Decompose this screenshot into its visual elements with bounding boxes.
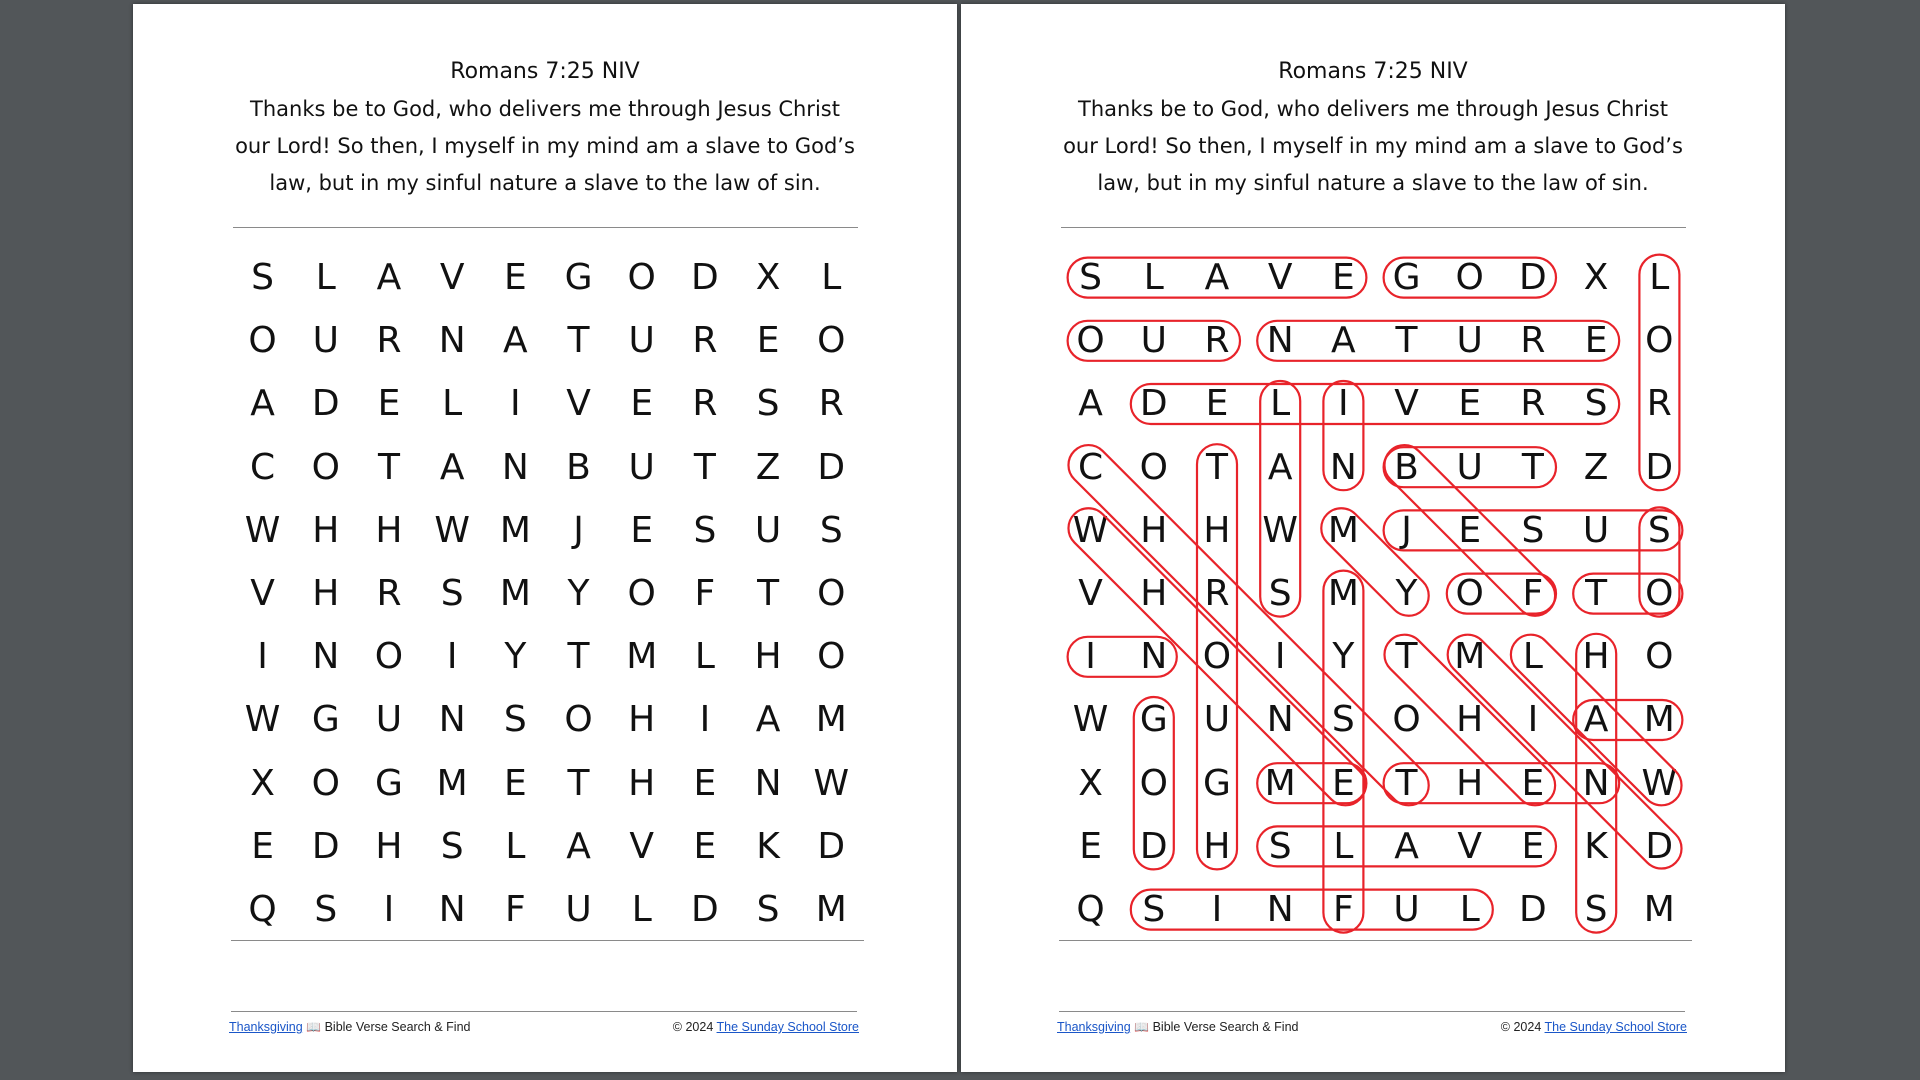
grid-letter: W	[1262, 509, 1298, 551]
grid-letter: F	[504, 888, 526, 930]
grid-letter: O	[627, 257, 656, 299]
grid-letter: H	[1456, 762, 1484, 804]
grid-letter: D	[311, 825, 340, 867]
grid-letter: L	[315, 257, 336, 299]
grid-letter: D	[817, 446, 846, 488]
grid-letter: O	[1392, 699, 1421, 741]
grid-letter: T	[1205, 446, 1228, 488]
grid-letter: R	[692, 320, 718, 362]
copyright-text: © 2024	[1500, 1020, 1542, 1034]
grid-letter: Y	[504, 636, 527, 678]
grid-letter: S	[756, 888, 780, 930]
grid-letter: H	[1140, 573, 1168, 615]
grid-letter: G	[564, 257, 593, 299]
grid-letter: Q	[248, 888, 277, 930]
grid-letter: M	[499, 573, 531, 615]
grid-letter: T	[567, 762, 590, 804]
grid-letter: O	[1139, 446, 1168, 488]
grid-letter: X	[1583, 257, 1609, 299]
grid-letter: S	[693, 509, 717, 551]
grid-letter: L	[631, 888, 652, 930]
grid-letter: O	[817, 320, 846, 362]
grid-letter: L	[1522, 636, 1543, 678]
grid-letter: S	[251, 257, 275, 299]
grid-letter: B	[1394, 446, 1419, 488]
grid-letter: N	[1329, 446, 1357, 488]
grid-letter: Y	[567, 573, 590, 615]
word-search-grid	[231, 246, 866, 940]
grid-letter: O	[1455, 573, 1484, 615]
divider	[1059, 1011, 1685, 1012]
grid-letter: O	[1645, 320, 1674, 362]
grid-letter: N	[438, 320, 466, 362]
grid-letter: K	[1584, 825, 1608, 867]
grid-letter: O	[311, 446, 340, 488]
verse-line: our Lord! So then, I myself in my mind am a slave to God’s	[235, 134, 855, 158]
grid-letter: E	[630, 383, 654, 425]
grid-letter: N	[1266, 699, 1294, 741]
grid-letter: O	[817, 573, 846, 615]
grid-letter: O	[1076, 320, 1105, 362]
grid-letter: R	[1204, 573, 1230, 615]
grid-letter: R	[1520, 383, 1546, 425]
grid-letter: F	[1522, 573, 1544, 615]
grid-letter: T	[1521, 446, 1544, 488]
grid-letter: H	[628, 699, 656, 741]
grid-letter: U	[628, 320, 655, 362]
book-icon: 📖	[1134, 1020, 1150, 1034]
grid-letter: M	[1454, 636, 1486, 678]
grid-letter: A	[439, 446, 465, 488]
grid-letter: I	[699, 699, 711, 741]
grid-letter: L	[821, 257, 842, 299]
grid-letter: W	[813, 762, 850, 804]
grid-letter: I	[446, 636, 458, 678]
grid-letter: T	[567, 636, 590, 678]
grid-letter: V	[566, 383, 591, 425]
grid-letter: L	[1143, 257, 1164, 299]
grid-letter: U	[754, 509, 782, 551]
grid-letter: E	[630, 509, 654, 551]
book-icon: 📖	[306, 1020, 322, 1034]
grid-letter: D	[311, 383, 340, 425]
grid-letter: T	[1395, 320, 1418, 362]
grid-letter: I	[1085, 636, 1096, 678]
footer-title-text: Bible Verse Search & Find	[324, 1020, 471, 1034]
grid-letter: E	[1521, 762, 1545, 804]
grid-letter: M	[815, 699, 847, 741]
grid-letter: N	[1266, 888, 1294, 930]
grid-letter: D	[1139, 825, 1168, 867]
grid-letter: H	[1456, 699, 1484, 741]
grid-letter: S	[1647, 509, 1671, 551]
grid-letter: A	[1267, 446, 1293, 488]
grid-letter: E	[503, 257, 527, 299]
grid-letter: N	[501, 446, 529, 488]
grid-letter: O	[1645, 573, 1674, 615]
grid-letter: Q	[1076, 888, 1105, 930]
grid-letter: E	[251, 825, 274, 867]
grid-letter: D	[1519, 257, 1547, 299]
divider	[233, 227, 858, 228]
grid-letter: U	[1140, 320, 1167, 362]
verse-reference: Romans 7:25 NIV	[1278, 59, 1468, 84]
thanksgiving-link[interactable]: Thanksgiving	[1057, 1020, 1131, 1034]
divider	[1061, 227, 1686, 228]
grid-letter: L	[1459, 888, 1480, 930]
grid-letter: H	[1582, 636, 1610, 678]
verse-line: law, but in my sinful nature a slave to the law of sin.	[1097, 171, 1649, 195]
grid-letter: O	[1645, 636, 1674, 678]
copyright-text: © 2024	[672, 1020, 714, 1034]
grid-letter: N	[1140, 636, 1168, 678]
grid-letter: A	[1078, 383, 1103, 425]
grid-letter: G	[1203, 762, 1231, 804]
grid-letter: M	[499, 509, 531, 551]
thanksgiving-link[interactable]: Thanksgiving	[229, 1020, 303, 1034]
grid-letter: A	[1583, 699, 1609, 741]
grid-letter: Z	[1583, 446, 1609, 488]
grid-letter: O	[627, 573, 656, 615]
grid-letter: A	[755, 699, 781, 741]
grid-letter: R	[376, 573, 402, 615]
grid-letter: N	[438, 888, 466, 930]
grid-letter: H	[1203, 825, 1231, 867]
grid-letter: T	[1585, 573, 1608, 615]
grid-letter: U	[375, 699, 403, 741]
grid-letter: E	[1079, 825, 1102, 867]
grid-letter: V	[1457, 825, 1483, 867]
grid-letter: E	[693, 825, 717, 867]
grid-letter: U	[1393, 888, 1420, 930]
grid-letter: M	[1327, 573, 1359, 615]
grid-letter: I	[510, 383, 521, 425]
store-link[interactable]: The Sunday School Store	[716, 1020, 859, 1034]
grid-letter: W	[244, 699, 281, 741]
grid-letter: S	[314, 888, 338, 930]
grid-letter: E	[1458, 383, 1482, 425]
grid-letter: A	[1204, 257, 1230, 299]
verse-text	[133, 91, 957, 202]
grid-letter: S	[1331, 699, 1355, 741]
grid-letter: F	[694, 573, 716, 615]
grid-letter: V	[1267, 257, 1293, 299]
grid-letter: C	[1078, 446, 1104, 488]
grid-letter: J	[573, 509, 584, 551]
grid-letter: E	[1521, 825, 1545, 867]
grid-letter: S	[1142, 888, 1166, 930]
grid-letter: G	[1139, 699, 1168, 741]
grid-letter: E	[756, 320, 780, 362]
grid-letter: D	[1139, 383, 1168, 425]
grid-letter: D	[817, 825, 846, 867]
grid-letter: M	[1264, 762, 1296, 804]
grid-letter: M	[1643, 699, 1675, 741]
grid-letter: H	[1203, 509, 1231, 551]
grid-letter: M	[436, 762, 468, 804]
grid-letter: U	[312, 320, 339, 362]
grid-letter: N	[1266, 320, 1294, 362]
grid-letter: V	[1078, 573, 1103, 615]
grid-letter: D	[1645, 825, 1674, 867]
grid-letter: H	[1140, 509, 1168, 551]
grid-letter: I	[1211, 888, 1223, 930]
grid-letter: J	[1401, 509, 1412, 551]
verse-line: Thanks be to God, who delivers me through Jesus Christ	[250, 97, 840, 121]
grid-letter: V	[439, 257, 465, 299]
grid-letter: E	[1584, 320, 1608, 362]
grid-letter: R	[1204, 320, 1230, 362]
grid-letter: S	[503, 699, 527, 741]
grid-letter: U	[565, 888, 592, 930]
grid-letter: O	[564, 699, 593, 741]
grid-letter: N	[1582, 762, 1610, 804]
grid-letter: H	[375, 825, 403, 867]
grid-letter: F	[1332, 888, 1354, 930]
grid-letter: S	[440, 573, 464, 615]
grid-letter: S	[1584, 383, 1608, 425]
grid-letter: R	[1520, 320, 1546, 362]
verse-text	[961, 91, 1785, 202]
grid-letter: N	[754, 762, 782, 804]
footer-title	[229, 1020, 471, 1034]
grid-letter: X	[250, 762, 275, 804]
grid-letter: U	[1456, 320, 1483, 362]
grid-letter: O	[1202, 636, 1232, 678]
grid-letter: O	[817, 636, 846, 678]
grid-letter: Z	[755, 446, 781, 488]
grid-letter: T	[693, 446, 716, 488]
grid-letter: T	[1395, 762, 1418, 804]
grid-letter: R	[818, 383, 844, 425]
grid-letter: E	[693, 762, 717, 804]
grid-letter: R	[1646, 383, 1672, 425]
grid-letter: L	[1270, 383, 1291, 425]
grid-letter: U	[628, 446, 655, 488]
grid-letter: Y	[1332, 636, 1355, 678]
grid-letter: H	[375, 509, 403, 551]
grid-letter: S	[1584, 888, 1608, 930]
grid-letter: O	[1455, 257, 1484, 299]
grid-letter: B	[566, 446, 591, 488]
verse-line: Thanks be to God, who delivers me through Jesus Christ	[1078, 97, 1668, 121]
grid-letter: W	[1641, 762, 1678, 804]
grid-letter: G	[1392, 257, 1421, 299]
grid-letter: M	[1643, 888, 1675, 930]
grid-letter: A	[503, 320, 528, 362]
grid-letter: E	[1331, 257, 1355, 299]
grid-letter: N	[312, 636, 340, 678]
grid-letter: U	[1456, 446, 1483, 488]
verse-line: our Lord! So then, I myself in my mind am a slave to God’s	[1063, 134, 1683, 158]
grid-letter: X	[1078, 762, 1103, 804]
word-search-answer-grid	[1059, 246, 1694, 940]
grid-letter: W	[434, 509, 470, 551]
grid-letter: L	[694, 636, 715, 678]
grid-letter: I	[257, 636, 268, 678]
grid-letter: L	[505, 825, 526, 867]
grid-letter: Y	[1395, 573, 1418, 615]
grid-letter: S	[1521, 509, 1545, 551]
grid-letter: C	[250, 446, 276, 488]
grid-letter: M	[626, 636, 658, 678]
grid-letter: L	[442, 383, 463, 425]
grid-letter: O	[374, 636, 404, 678]
footer-copyright	[1501, 1020, 1687, 1034]
grid-letter: O	[1139, 762, 1168, 804]
grid-letter: H	[628, 762, 656, 804]
grid-letter: L	[1649, 257, 1670, 299]
puzzle-page	[133, 4, 957, 1072]
grid-letter: E	[503, 762, 527, 804]
grid-letter: M	[815, 888, 847, 930]
grid-letter: S	[440, 825, 464, 867]
footer-title-text: Bible Verse Search & Find	[1152, 1020, 1299, 1034]
grid-letter: V	[629, 825, 655, 867]
grid-letter: T	[377, 446, 400, 488]
grid-letter: A	[250, 383, 275, 425]
grid-letter: H	[312, 573, 340, 615]
grid-letter: S	[1268, 573, 1292, 615]
divider	[231, 1011, 857, 1012]
grid-letter: V	[250, 573, 275, 615]
grid-letter: D	[691, 257, 719, 299]
grid-letter: E	[1205, 383, 1229, 425]
answer-key-page	[961, 4, 1785, 1072]
grid-letter: I	[1338, 383, 1349, 425]
grid-letter: I	[1527, 699, 1539, 741]
grid-letter: H	[754, 636, 782, 678]
grid-letter: T	[1395, 636, 1418, 678]
grid-letter: H	[312, 509, 340, 551]
grid-letter: U	[1203, 699, 1231, 741]
footer-title	[1057, 1020, 1299, 1034]
grid-letter: W	[1072, 699, 1109, 741]
grid-letter: U	[1582, 509, 1610, 551]
grid-letter: R	[376, 320, 402, 362]
grid-letter: D	[1519, 888, 1547, 930]
grid-letter: G	[375, 762, 403, 804]
verse-reference: Romans 7:25 NIV	[450, 59, 640, 84]
grid-letter: L	[1333, 825, 1354, 867]
grid-letter: V	[1394, 383, 1419, 425]
grid-letter: D	[691, 888, 719, 930]
grid-letter: W	[244, 509, 281, 551]
grid-letter: A	[1331, 320, 1356, 362]
divider	[1059, 940, 1692, 941]
grid-letter: G	[311, 699, 340, 741]
grid-letter: I	[1274, 636, 1286, 678]
grid-letter: T	[567, 320, 590, 362]
grid-letter: X	[755, 257, 781, 299]
grid-letter: A	[566, 825, 591, 867]
grid-letter: R	[692, 383, 718, 425]
grid-letter: W	[1072, 509, 1109, 551]
footer-copyright	[673, 1020, 859, 1034]
grid-letter: A	[1394, 825, 1419, 867]
grid-letter: S	[819, 509, 843, 551]
grid-letter: E	[1331, 762, 1355, 804]
divider	[231, 940, 864, 941]
grid-letter: N	[438, 699, 466, 741]
grid-letter: M	[1327, 509, 1359, 551]
grid-letter: O	[311, 762, 340, 804]
grid-letter: I	[383, 888, 395, 930]
grid-letter: A	[376, 257, 402, 299]
store-link[interactable]: The Sunday School Store	[1544, 1020, 1687, 1034]
grid-letter: S	[1268, 825, 1292, 867]
grid-letter: T	[757, 573, 780, 615]
grid-letter: O	[248, 320, 277, 362]
grid-letter: D	[1645, 446, 1674, 488]
verse-line: law, but in my sinful nature a slave to the law of sin.	[269, 171, 821, 195]
grid-letter: E	[377, 383, 401, 425]
grid-letter: K	[756, 825, 780, 867]
grid-letter: S	[756, 383, 780, 425]
grid-letter: E	[1458, 509, 1482, 551]
grid-letter: S	[1079, 257, 1103, 299]
